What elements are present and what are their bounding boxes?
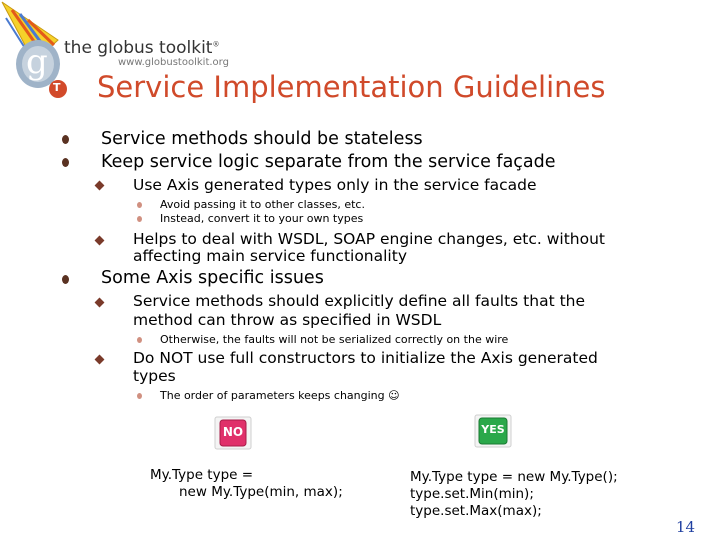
page-number: 14	[676, 518, 696, 536]
good-code-sample	[410, 469, 618, 520]
yes-sign-label: YES	[481, 423, 505, 436]
bad-code-sample	[150, 467, 343, 501]
bullet-text: Service methods should be stateless	[101, 129, 423, 149]
bullet-dot-icon	[137, 337, 142, 343]
logo-name	[64, 38, 219, 58]
bullet-text: Instead, convert it to your own types	[160, 212, 364, 225]
code-line: type.set.Min(min);	[410, 486, 534, 502]
bullet-dot-icon	[137, 216, 142, 222]
code-line: My.Type type = new My.Type();	[410, 469, 618, 485]
logo-url: www.globustoolkit.org	[118, 57, 229, 68]
bullet-diamond-icon	[95, 181, 105, 191]
logo-trademark: ®	[212, 40, 220, 49]
code-line: new My.Type(min, max);	[179, 484, 343, 500]
logo-letter: g	[26, 42, 48, 82]
bullet-text: Do NOT use full constructors to initialize the Axis generated	[133, 349, 598, 367]
bullet-text: Use Axis generated types only in the service facade	[133, 176, 537, 194]
bullet-dot-icon	[62, 135, 69, 144]
yes-sign-icon	[474, 414, 512, 448]
slide-title: Service Implementation Guidelines	[97, 70, 606, 104]
code-line: My.Type type =	[150, 467, 254, 483]
bullet-diamond-icon	[95, 355, 105, 365]
bullet-diamond-icon	[95, 298, 105, 308]
bullet-diamond-icon	[95, 236, 105, 246]
bullet-text: Service methods should explicitly define all faults that the	[133, 292, 586, 310]
no-sign-icon	[214, 416, 252, 450]
bullet-text: Avoid passing it to other classes, etc.	[160, 198, 365, 211]
no-sign-label: NO	[222, 425, 244, 439]
bullet-text: Some Axis specific issues	[101, 268, 324, 288]
bullet-text: Keep service logic separate from the service façade	[101, 152, 556, 172]
bullet-text: Helps to deal with WSDL, SOAP engine changes, etc. without	[133, 230, 606, 248]
logo-name-text: the globus toolkit	[64, 38, 213, 58]
bullet-text: affecting main service functionality	[133, 247, 407, 265]
bullet-text: method can throw as specified in WSDL	[133, 311, 442, 329]
logo-badge: T	[53, 81, 61, 94]
bullet-dot-icon	[137, 202, 142, 208]
bullet-text: types	[133, 367, 176, 385]
bullet-dot-icon	[137, 393, 142, 399]
bullet-dot-icon	[62, 158, 69, 167]
bullet-text: The order of parameters keeps changing ☺	[160, 389, 400, 402]
code-line: type.set.Max(max);	[410, 503, 542, 519]
bullet-text: Otherwise, the faults will not be serialized correctly on the wire	[160, 333, 509, 346]
bullet-dot-icon	[62, 275, 69, 284]
